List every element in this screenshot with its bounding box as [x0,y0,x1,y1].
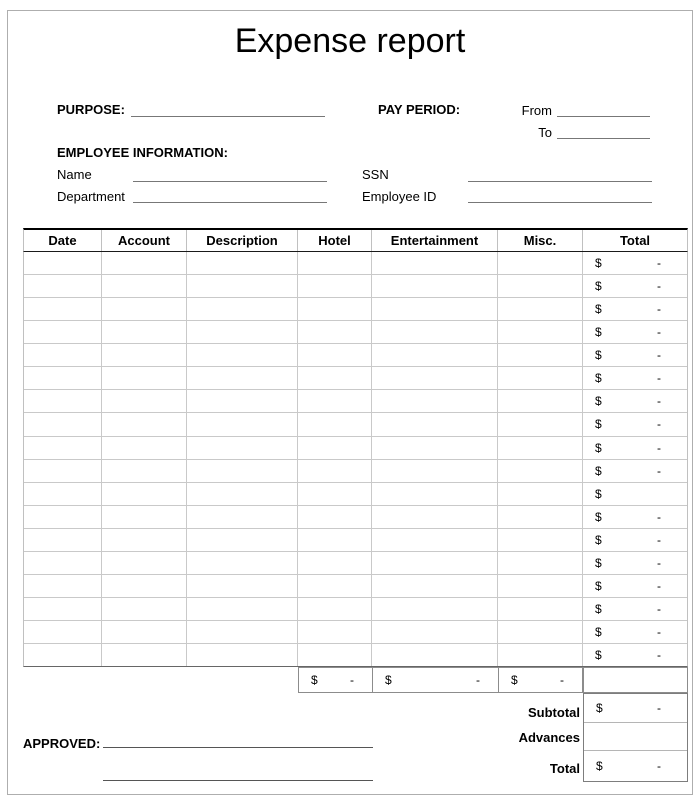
hotel-total-value: - [350,673,354,687]
expense-table-body [23,252,688,667]
date-cell[interactable] [24,552,102,574]
hotel-cell[interactable] [298,552,372,574]
column-header-account: Account [102,230,187,251]
pay-period-to-input-line[interactable] [557,138,650,139]
row-total-value: - [657,648,661,663]
misc-cell[interactable] [498,506,583,528]
misc-cell[interactable] [498,644,583,666]
account-cell[interactable] [102,529,187,551]
currency-symbol: $ [595,648,602,663]
row-total-cell [583,275,687,297]
entertainment-cell[interactable] [372,437,498,459]
misc-cell[interactable] [498,621,583,643]
date-cell[interactable] [24,321,102,343]
date-cell[interactable] [24,529,102,551]
row-total-cell [583,437,687,459]
currency-symbol: $ [595,256,602,271]
hotel-cell[interactable] [298,275,372,297]
subtotal-value: - [657,701,661,715]
column-header-entertainment: Entertainment [372,230,498,251]
subtotal-value-cell [584,694,687,723]
expense-row [24,367,687,390]
currency-symbol: $ [595,279,602,294]
employee-id-input-line[interactable] [468,202,652,203]
currency-symbol: $ [595,509,602,524]
currency-symbol: $ [595,578,602,593]
summary-box [583,693,688,782]
row-total-cell [583,506,687,528]
row-total-cell [583,598,687,620]
account-cell[interactable] [102,483,187,505]
description-cell[interactable] [187,437,298,459]
entertainment-cell[interactable] [372,344,498,366]
row-total-value: - [657,509,661,524]
entertainment-cell[interactable] [372,598,498,620]
row-total-value: - [657,463,661,478]
misc-cell[interactable] [498,298,583,320]
employee-information-heading: EMPLOYEE INFORMATION: [57,145,228,160]
entertainment-cell[interactable] [372,483,498,505]
description-cell[interactable] [187,552,298,574]
column-header-hotel: Hotel [298,230,372,251]
description-cell[interactable] [187,483,298,505]
entertainment-cell[interactable] [372,506,498,528]
hotel-cell[interactable] [298,506,372,528]
column-header-total: Total [619,233,651,248]
expense-row [24,483,687,506]
account-cell[interactable] [102,390,187,412]
total-value-cell [584,751,687,781]
expense-row [24,644,687,666]
hotel-cell[interactable] [298,321,372,343]
account-cell[interactable] [102,275,187,297]
currency-symbol: $ [595,302,602,317]
row-total-cell [583,321,687,343]
purpose-input-line[interactable] [131,116,325,117]
totals-row-total-cell [583,667,688,693]
expense-row [24,598,687,621]
column-header-misc: Misc. [498,230,583,251]
description-cell[interactable] [187,275,298,297]
expense-row [24,298,687,321]
description-cell[interactable] [187,252,298,274]
currency-symbol: $ [595,486,602,501]
row-total-value: - [657,394,661,409]
description-cell[interactable] [187,390,298,412]
date-cell[interactable] [24,575,102,597]
date-cell[interactable] [24,275,102,297]
date-cell[interactable] [24,367,102,389]
description-cell[interactable] [187,413,298,435]
entertainment-cell[interactable] [372,529,498,551]
misc-cell[interactable] [498,437,583,459]
hotel-cell[interactable] [298,413,372,435]
misc-cell[interactable] [498,252,583,274]
account-cell[interactable] [102,552,187,574]
date-cell[interactable] [24,344,102,366]
row-total-value: - [657,601,661,616]
hotel-cell[interactable] [298,252,372,274]
date-cell[interactable] [24,598,102,620]
pay-period-from-input-line[interactable] [557,116,650,117]
currency-symbol: $ [595,325,602,340]
expense-row [24,575,687,598]
row-total-cell [583,621,687,643]
pay-period-from-label: From [521,103,552,118]
account-cell[interactable] [102,437,187,459]
entertainment-total-value: - [476,673,480,687]
employee-id-label: Employee ID [362,189,437,204]
row-total-value: - [657,417,661,432]
misc-cell[interactable] [498,413,583,435]
description-cell[interactable] [187,506,298,528]
name-input-line[interactable] [133,181,327,182]
row-total-cell [583,575,687,597]
misc-cell[interactable] [498,552,583,574]
entertainment-cell[interactable] [372,321,498,343]
column-header-description: Description [187,230,298,251]
row-total-value: - [657,279,661,294]
description-cell[interactable] [187,621,298,643]
department-input-line[interactable] [133,202,327,203]
account-cell[interactable] [102,321,187,343]
entertainment-cell[interactable] [372,621,498,643]
page-title: Expense report [234,22,466,60]
date-cell[interactable] [24,437,102,459]
expense-row [24,390,687,413]
entertainment-cell[interactable] [372,252,498,274]
row-total-cell [583,252,687,274]
currency-symbol: $ [596,759,603,773]
row-total-value: - [657,348,661,363]
entertainment-cell[interactable] [372,275,498,297]
row-total-value: - [657,325,661,340]
misc-cell[interactable] [498,344,583,366]
currency-symbol: $ [595,440,602,455]
expense-row [24,275,687,298]
total-value: - [657,759,661,773]
account-cell[interactable] [102,644,187,666]
description-cell[interactable] [187,298,298,320]
misc-total-value: - [560,673,564,687]
expense-row [24,460,687,483]
hotel-cell[interactable] [298,460,372,482]
description-cell[interactable] [187,644,298,666]
row-total-value: - [657,625,661,640]
ssn-input-line[interactable] [468,181,652,182]
approved-label: APPROVED: [23,736,101,751]
account-cell[interactable] [102,344,187,366]
entertainment-cell[interactable] [372,575,498,597]
advances-value-cell[interactable] [584,723,687,751]
row-total-cell [583,298,687,320]
pay-period-label: PAY PERIOD: [378,102,461,117]
row-total-value: - [657,440,661,455]
account-cell[interactable] [102,598,187,620]
entertainment-cell[interactable] [372,644,498,666]
currency-symbol: $ [595,394,602,409]
account-cell[interactable] [102,575,187,597]
misc-cell[interactable] [498,460,583,482]
row-total-cell [583,483,687,505]
purpose-label: PURPOSE: [57,102,125,117]
expense-row [24,437,687,460]
hotel-cell[interactable] [298,344,372,366]
expense-row [24,529,687,552]
row-total-value: - [657,532,661,547]
account-cell[interactable] [102,367,187,389]
entertainment-cell[interactable] [372,552,498,574]
advances-label: Advances [518,730,580,745]
entertainment-cell[interactable] [372,298,498,320]
row-total-cell [583,390,687,412]
description-cell[interactable] [187,321,298,343]
row-total-value: - [657,555,661,570]
column-header-date: Date [24,230,102,251]
entertainment-total-cell [373,668,499,692]
column-totals-row [298,667,583,693]
hotel-cell[interactable] [298,437,372,459]
account-cell[interactable] [102,413,187,435]
date-cell[interactable] [24,483,102,505]
approved-signature-line[interactable] [103,747,373,748]
approved-signature-line-2[interactable] [103,780,373,781]
description-cell[interactable] [187,460,298,482]
row-total-cell [583,367,687,389]
currency-symbol: $ [595,625,602,640]
description-cell[interactable] [187,367,298,389]
currency-symbol: $ [595,463,602,478]
hotel-cell[interactable] [298,621,372,643]
row-total-cell [583,644,687,666]
expense-row [24,552,687,575]
hotel-cell[interactable] [298,483,372,505]
name-label: Name [57,167,92,182]
currency-symbol: $ [595,417,602,432]
expense-row [24,344,687,367]
expense-row [24,621,687,644]
description-cell[interactable] [187,598,298,620]
hotel-cell[interactable] [298,529,372,551]
department-label: Department [57,189,125,204]
date-cell[interactable] [24,390,102,412]
currency-symbol: $ [511,673,518,687]
currency-symbol: $ [385,673,392,687]
hotel-total-cell [299,668,373,692]
account-cell[interactable] [102,298,187,320]
date-cell[interactable] [24,644,102,666]
misc-cell[interactable] [498,598,583,620]
date-cell[interactable] [24,621,102,643]
date-cell[interactable] [24,252,102,274]
entertainment-cell[interactable] [372,413,498,435]
entertainment-cell[interactable] [372,460,498,482]
entertainment-cell[interactable] [372,367,498,389]
ssn-label: SSN [362,167,389,182]
misc-cell[interactable] [498,529,583,551]
description-cell[interactable] [187,575,298,597]
currency-symbol: $ [596,701,603,715]
currency-symbol: $ [595,601,602,616]
account-cell[interactable] [102,460,187,482]
pay-period-to-label: To [538,125,552,140]
row-total-cell [583,344,687,366]
misc-cell[interactable] [498,367,583,389]
hotel-cell[interactable] [298,644,372,666]
expense-row [24,252,687,275]
description-cell[interactable] [187,344,298,366]
row-total-value: - [657,578,661,593]
row-total-cell [583,460,687,482]
hotel-cell[interactable] [298,598,372,620]
misc-cell[interactable] [498,390,583,412]
currency-symbol: $ [595,555,602,570]
row-total-value: - [657,302,661,317]
date-cell[interactable] [24,298,102,320]
hotel-cell[interactable] [298,367,372,389]
expense-table-header [23,228,688,252]
date-cell[interactable] [24,460,102,482]
currency-symbol: $ [595,532,602,547]
currency-symbol: $ [595,371,602,386]
misc-total-cell [499,668,582,692]
account-cell[interactable] [102,621,187,643]
currency-symbol: $ [595,348,602,363]
misc-cell[interactable] [498,575,583,597]
row-total-value: - [657,371,661,386]
date-cell[interactable] [24,506,102,528]
subtotal-label: Subtotal [528,705,580,720]
hotel-cell[interactable] [298,298,372,320]
row-total-cell [583,413,687,435]
account-cell[interactable] [102,506,187,528]
misc-cell[interactable] [498,321,583,343]
expense-row [24,321,687,344]
row-total-value: - [657,256,661,271]
entertainment-cell[interactable] [372,390,498,412]
expense-row [24,413,687,436]
hotel-cell[interactable] [298,390,372,412]
hotel-cell[interactable] [298,575,372,597]
date-cell[interactable] [24,413,102,435]
expense-row [24,506,687,529]
account-cell[interactable] [102,252,187,274]
misc-cell[interactable] [498,275,583,297]
row-total-cell [583,552,687,574]
total-label: Total [549,761,580,776]
row-total-cell [583,529,687,551]
currency-symbol: $ [311,673,318,687]
misc-cell[interactable] [498,483,583,505]
description-cell[interactable] [187,529,298,551]
